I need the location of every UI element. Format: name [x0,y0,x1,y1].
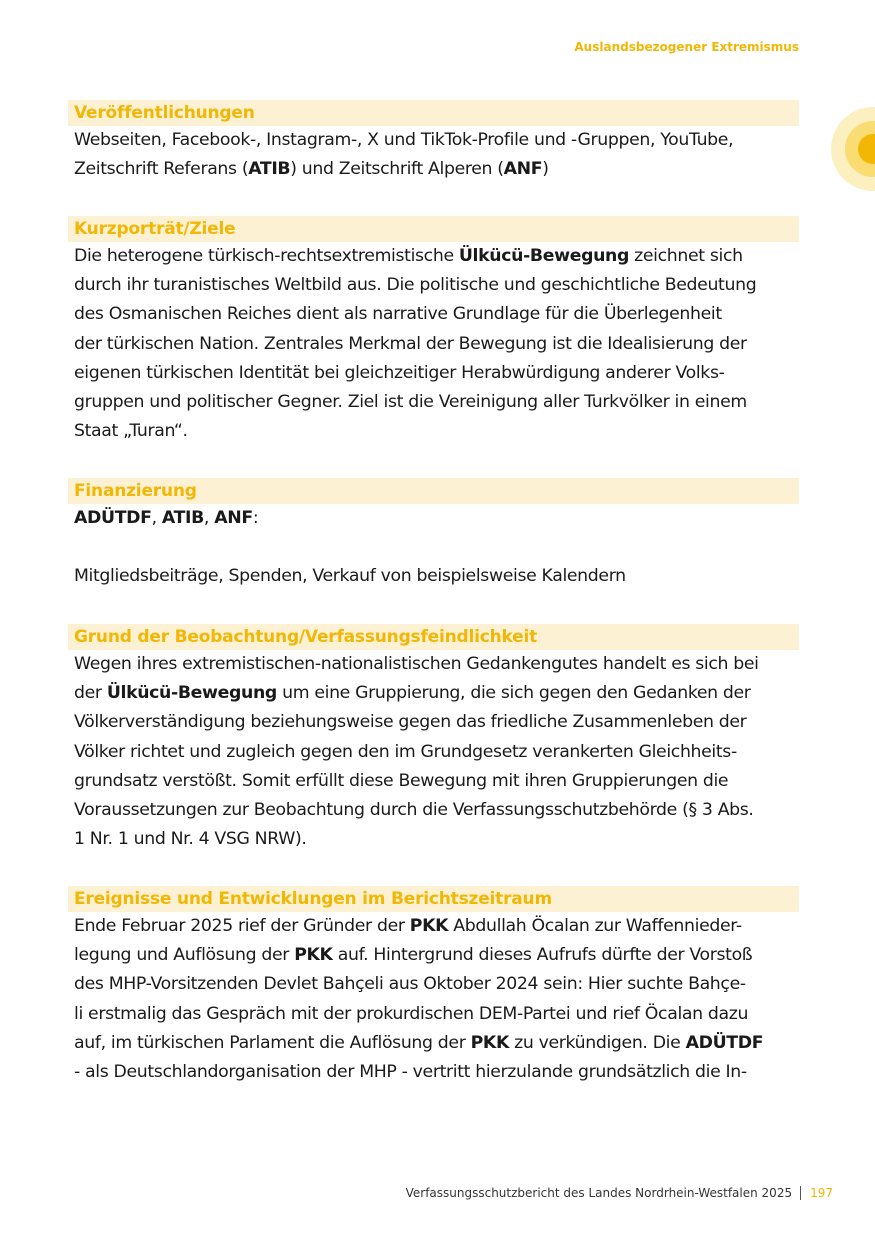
text-line: des MHP-Vorsitzenden Devlet Bahçeli aus Oktober 2024 sein: Hier suchte Bahçe- [74,974,746,995]
section-body [68,242,799,446]
text-line: eigenen türkischen Identität bei gleichzeitiger Herabwürdigung anderer Volks- [74,362,725,383]
text-line: Voraussetzungen zur Beobachtung durch die Verfassungsschutzbehörde (§ 3 Abs. [74,800,754,821]
section-events [68,886,799,1087]
section-body [68,504,799,591]
text-line: der türkischen Nation. Zentrales Merkmal der Bewegung ist die Idealisierung der [74,333,747,354]
text-line: durch ihr turanistisches Weltbild aus. Die politische und geschichtliche Bedeutung [74,275,757,296]
text-line: Wegen ihres extremistischen-nationalistischen Gedankengutes handelt es sich bei [74,654,759,674]
section-heading: Grund der Beobachtung/Verfassungsfeindlichkeit [68,624,799,650]
section-heading: Finanzierung [68,478,799,504]
text-line: Völkerverständigung beziehungsweise gegen das friedliche Zusammenleben der [74,712,747,733]
text-line: legung und Auflösung der PKK auf. Hintergrund dieses Aufrufs dürfte der Vorstoß [74,945,753,966]
text-line: Ende Februar 2025 rief der Gründer der PKK Abdullah Öcalan zur Waffennieder- [74,916,742,936]
text-line: auf, im türkischen Parlament die Auflösung der PKK zu verkündigen. Die ADÜTDF [74,1032,764,1053]
text-line: grundsatz verstößt. Somit erfüllt diese Bewegung mit ihren Gruppierungen die [74,770,729,791]
section-body [68,650,799,854]
section-heading: Kurzporträt/Ziele [68,216,799,242]
text-line: der Ülkücü-Bewegung um eine Gruppierung, die sich gegen den Gedanken der [74,683,751,704]
section-heading: Veröffentlichungen [68,100,799,126]
text-line: ADÜTDF, ATIB, ANF: [74,508,259,528]
section-body [68,912,799,1087]
section-body [68,126,799,184]
section-reason [68,624,799,854]
section-publications [68,100,799,184]
page-number: 197 [810,1186,833,1200]
text-line: Staat „Turan“. [74,421,188,442]
section-portrait [68,216,799,446]
text-line: 1 Nr. 1 und Nr. 4 VSG NRW). [74,829,307,850]
text-line: Völker richtet und zugleich gegen den im Grundgesetz verankerten Gleichheits- [74,741,737,762]
page-footer [406,1186,833,1200]
text-line: Zeitschrift Referans (ATIB) und Zeitschrift Alperen (ANF) [74,159,549,180]
footer-divider [800,1186,801,1200]
text-line: des Osmanischen Reiches dient als narrative Grundlage für die Überlegenheit [74,304,722,325]
text-line: li erstmalig das Gespräch mit der prokurdischen DEM-Partei und rief Öcalan dazu [74,1003,749,1024]
section-funding [68,478,799,591]
text-line: - als Deutschlandorganisation der MHP - vertritt hierzulande grundsätzlich die In- [74,1062,747,1083]
chapter-marker-icon [831,107,875,191]
text-line: Mitgliedsbeiträge, Spenden, Verkauf von beispielsweise Kalendern [74,566,626,587]
text-line: Webseiten, Facebook-, Instagram-, X und TikTok-Profile und -Gruppen, YouTube, [74,130,734,150]
running-header: Auslandsbezogener Extremismus [574,40,799,54]
footer-title: Verfassungsschutzbericht des Landes Nordrhein-Westfalen 2025 [405,1186,793,1200]
text-line: gruppen und politischer Gegner. Ziel ist die Vereinigung aller Turkvölker in einem [74,392,747,413]
section-heading: Ereignisse und Entwicklungen im Berichtszeitraum [68,886,799,912]
text-line: Die heterogene türkisch-rechtsextremistische Ülkücü-Bewegung zeichnet sich [74,246,743,266]
